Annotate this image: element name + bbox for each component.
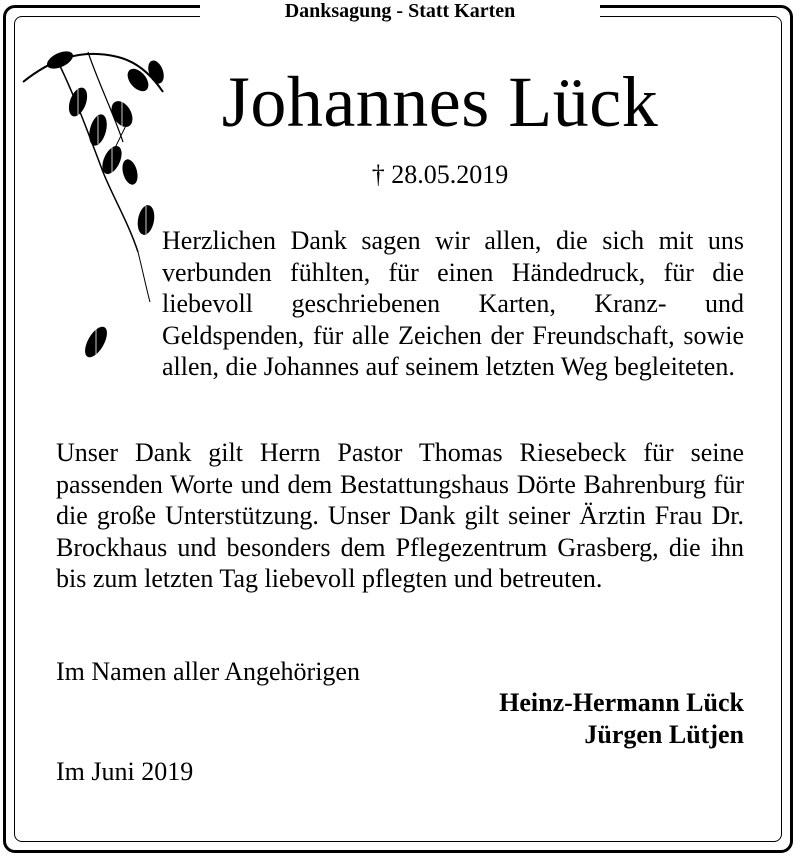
date-line: Im Juni 2019 — [56, 757, 194, 786]
signatory-1: Heinz-Hermann Lück — [499, 688, 744, 717]
death-date: † 28.05.2019 — [371, 160, 509, 189]
notice-header: Danksagung - Statt Karten — [200, 0, 600, 26]
deceased-name: Johannes Lück — [221, 62, 659, 142]
signatory-2: Jürgen Lütjen — [584, 720, 744, 749]
thanks-paragraph-2: Unser Dank gilt Herrn Pastor Thomas Riesebeck für seine passenden Worte und dem Bestattungshaus Dörte Bahrenburg für die große Unterstützung. Unser Dank gilt seiner Ärztin Frau Dr. Brockhaus und besonders dem Pflegezentrum Grasberg, die ihn bis zum letzten Tag liebevoll pflegten und betreuten. — [56, 438, 744, 593]
birch-branch-icon — [18, 22, 168, 362]
thanks-paragraph-1: Herzlichen Dank sagen wir allen, die sich mit uns verbunden fühlten, für einen Händedruck, für die liebevoll geschriebenen Karten, Kranz- und Geldspenden, für alle Zeichen der Freundschaft, sowie allen, die Johannes auf seinem letzten Weg begleiteten. — [162, 226, 744, 381]
closing-line: Im Namen aller Angehörigen — [56, 657, 360, 686]
